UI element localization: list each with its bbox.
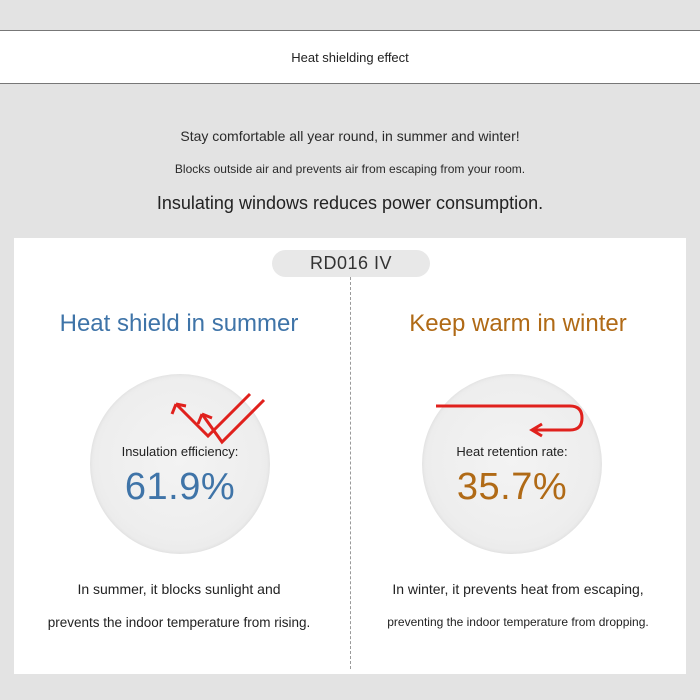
- winter-metric-value: 35.7%: [456, 466, 568, 508]
- header-title: Heat shielding effect: [291, 49, 409, 65]
- reflected-heat-arrows-icon: [90, 374, 270, 554]
- winter-description-line1: In winter, it prevents heat from escaping,: [392, 581, 644, 597]
- intro-description: Blocks outside air and prevents air from escaping from your room.: [174, 162, 526, 176]
- winter-metric-label: Heat retention rate:: [456, 444, 568, 459]
- winter-metric-circle: [422, 374, 602, 554]
- comparison-panel: [14, 238, 686, 674]
- winter-title: Keep warm in winter: [409, 310, 627, 337]
- intro-benefit: Insulating windows reduces power consumption.: [156, 193, 544, 213]
- summer-title: Heat shield in summer: [59, 310, 299, 337]
- winter-description-line2: preventing the indoor temperature from dropping.: [387, 615, 649, 629]
- summer-description-line1: In summer, it blocks sunlight and: [77, 581, 281, 597]
- header-bar: [0, 30, 700, 84]
- summer-metric-label: Insulation efficiency:: [121, 444, 239, 459]
- model-badge: [272, 250, 430, 277]
- summer-description-line2: prevents the indoor temperature from rising.: [47, 615, 311, 630]
- summer-metric-value: 61.9%: [124, 466, 236, 508]
- returning-heat-arrow-icon: [422, 374, 602, 554]
- intro-tagline: Stay comfortable all year round, in summer and winter!: [180, 128, 520, 144]
- column-divider: [350, 277, 351, 669]
- summer-metric-circle: [90, 374, 270, 554]
- model-name: RD016 IV: [309, 253, 393, 273]
